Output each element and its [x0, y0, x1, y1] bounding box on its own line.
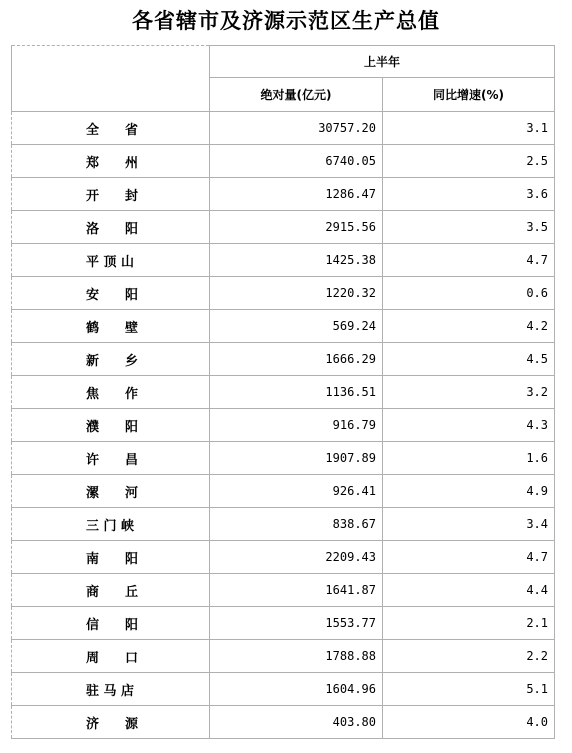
table-row [12, 277, 555, 310]
region-name: 濮 阳 [12, 409, 210, 442]
header-row-group [12, 46, 555, 78]
table-row [12, 244, 555, 277]
absolute-value: 1553.77 [210, 607, 383, 640]
absolute-value: 403.80 [210, 706, 383, 739]
table-row [12, 211, 555, 244]
growth-rate: 5.1 [383, 673, 555, 706]
growth-rate: 1.6 [383, 442, 555, 475]
table-row [12, 442, 555, 475]
region-name: 信 阳 [12, 607, 210, 640]
table-row [12, 376, 555, 409]
header-corner-cell [12, 46, 210, 112]
region-name: 济 源 [12, 706, 210, 739]
absolute-value: 1907.89 [210, 442, 383, 475]
absolute-value: 6740.05 [210, 145, 383, 178]
absolute-value: 838.67 [210, 508, 383, 541]
table-row [12, 640, 555, 673]
absolute-value: 2915.56 [210, 211, 383, 244]
page-title: 各省辖市及济源示范区生产总值 [132, 9, 440, 33]
region-name: 漯 河 [12, 475, 210, 508]
gdp-table [11, 45, 555, 739]
growth-rate: 3.6 [383, 178, 555, 211]
region-name: 焦 作 [12, 376, 210, 409]
growth-rate: 3.2 [383, 376, 555, 409]
growth-rate: 2.5 [383, 145, 555, 178]
region-name: 开 封 [12, 178, 210, 211]
growth-rate: 4.7 [383, 244, 555, 277]
growth-rate: 4.4 [383, 574, 555, 607]
table-row [12, 574, 555, 607]
region-name: 安 阳 [12, 277, 210, 310]
growth-rate: 4.9 [383, 475, 555, 508]
region-name: 三 门 峡 [12, 508, 210, 541]
absolute-value: 1666.29 [210, 343, 383, 376]
region-name: 新 乡 [12, 343, 210, 376]
table-row [12, 706, 555, 739]
absolute-value: 1286.47 [210, 178, 383, 211]
table-row [12, 508, 555, 541]
growth-rate: 0.6 [383, 277, 555, 310]
table-row [12, 310, 555, 343]
header-absolute-value: 绝对量(亿元) [210, 77, 383, 111]
absolute-value: 1641.87 [210, 574, 383, 607]
region-name: 平 顶 山 [12, 244, 210, 277]
region-name: 许 昌 [12, 442, 210, 475]
region-name: 周 口 [12, 640, 210, 673]
absolute-value: 569.24 [210, 310, 383, 343]
region-name: 全 省 [12, 112, 210, 145]
growth-rate: 3.1 [383, 112, 555, 145]
table-row [12, 343, 555, 376]
table-row [12, 112, 555, 145]
table-row [12, 145, 555, 178]
growth-rate: 3.4 [383, 508, 555, 541]
growth-rate: 3.5 [383, 211, 555, 244]
region-name: 驻 马 店 [12, 673, 210, 706]
region-name: 商 丘 [12, 574, 210, 607]
growth-rate: 4.2 [383, 310, 555, 343]
growth-rate: 2.1 [383, 607, 555, 640]
table-row [12, 541, 555, 574]
absolute-value: 1788.88 [210, 640, 383, 673]
table-row [12, 475, 555, 508]
header-growth-rate: 同比增速(%) [383, 77, 555, 111]
absolute-value: 926.41 [210, 475, 383, 508]
absolute-value: 916.79 [210, 409, 383, 442]
absolute-value: 30757.20 [210, 112, 383, 145]
table-row [12, 178, 555, 211]
absolute-value: 1220.32 [210, 277, 383, 310]
growth-rate: 4.0 [383, 706, 555, 739]
region-name: 鹤 壁 [12, 310, 210, 343]
table-row [12, 607, 555, 640]
absolute-value: 2209.43 [210, 541, 383, 574]
absolute-value: 1136.51 [210, 376, 383, 409]
absolute-value: 1604.96 [210, 673, 383, 706]
absolute-value: 1425.38 [210, 244, 383, 277]
header-period: 上半年 [210, 46, 555, 78]
growth-rate: 4.5 [383, 343, 555, 376]
region-name: 南 阳 [12, 541, 210, 574]
growth-rate: 4.7 [383, 541, 555, 574]
table-row [12, 409, 555, 442]
table-row [12, 673, 555, 706]
growth-rate: 4.3 [383, 409, 555, 442]
region-name: 洛 阳 [12, 211, 210, 244]
region-name: 郑 州 [12, 145, 210, 178]
growth-rate: 2.2 [383, 640, 555, 673]
